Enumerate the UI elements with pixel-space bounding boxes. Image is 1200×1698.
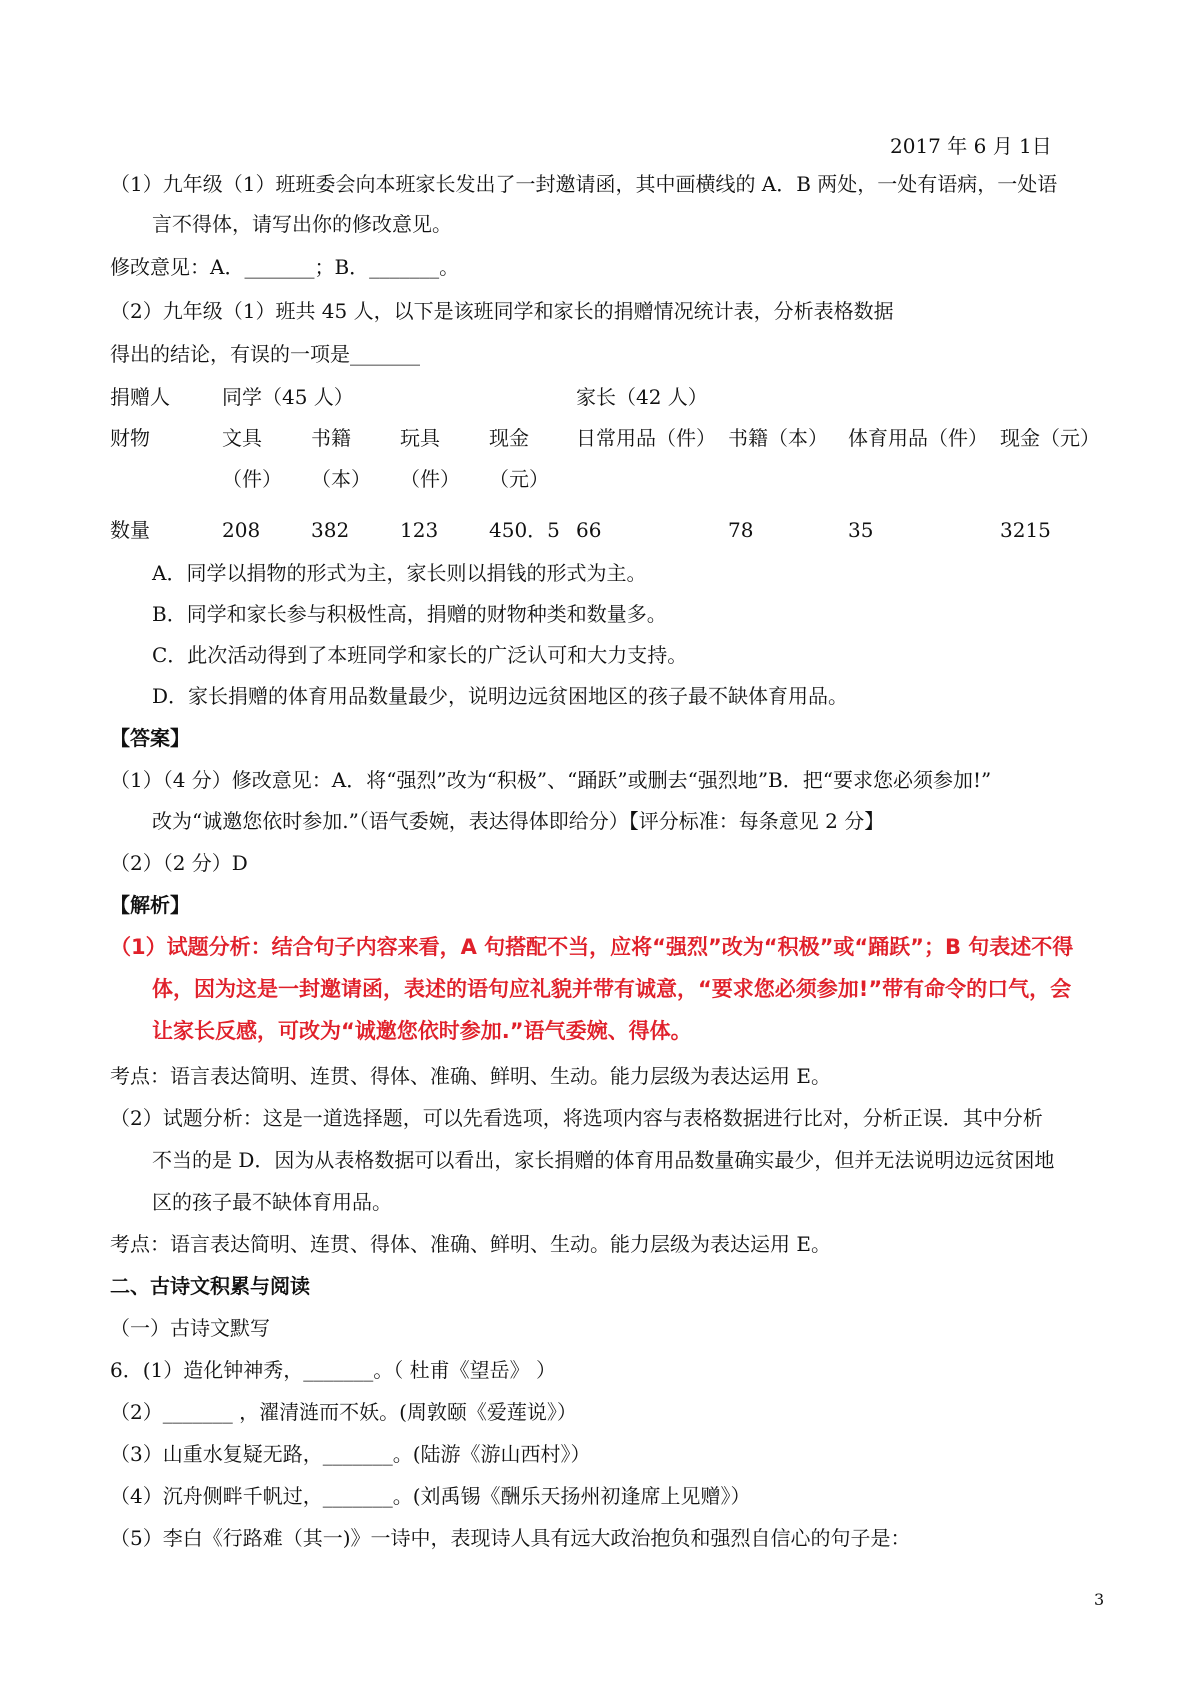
table-col-stationery: 文具 <box>222 426 262 450</box>
table-col-daily-goods: 日常用品（件） <box>576 426 716 450</box>
q2-line-2: 得出的结论，有误的一项是_______ <box>110 342 420 366</box>
table-col-books: 书籍 <box>311 426 351 450</box>
table-header-parents: 家长（42 人） <box>576 385 708 409</box>
answer-2: （2）（2 分）D <box>110 851 248 875</box>
q6-item-2: （2）_______ ，濯清涟而不妖。(周敦颐《爱莲说》） <box>110 1400 577 1424</box>
table-col-sports-goods: 体育用品（件） <box>848 426 988 450</box>
q1-line-2: 言不得体，请写出你的修改意见。 <box>152 212 452 236</box>
q1-line-1: （1）九年级（1）班班委会向本班家长发出了一封邀请函，其中画横线的 A．B 两处，一处有语病，一处语 <box>110 172 1058 196</box>
analysis-heading: 【解析】 <box>110 893 190 917</box>
table-value: 35 <box>848 518 874 542</box>
option-d: D．家长捐赠的体育用品数量最少，说明边远贫困地区的孩子最不缺体育用品。 <box>152 684 849 708</box>
q6-item-4: （4）沉舟侧畔千帆过，_______。(刘禹锡《酬乐天扬州初逢席上见赠》） <box>110 1484 751 1508</box>
answer-1-line-1: （1）（4 分）修改意见：A．将“强烈”改为“积极”、“踊跃”或删去“强烈地”B．把“要求您必须参加!” <box>110 768 992 792</box>
table-header-students: 同学（45 人） <box>222 385 354 409</box>
key-point-1: 考点：语言表达简明、连贯、得体、准确、鲜明、生动。能力层级为表达运用 E。 <box>110 1064 831 1088</box>
analysis-1-line-1: （1）试题分析：结合句子内容来看，A 句搭配不当，应将“强烈”改为“积极”或“踊跃”；B 句表述不得 <box>110 935 1074 959</box>
analysis-1-line-2: 体，因为这是一封邀请函，表述的语句应礼貌并带有诚意，“要求您必须参加!”带有命令的口气，会 <box>152 977 1072 1001</box>
table-label-quantity: 数量 <box>110 518 150 542</box>
q6-item-3: （3）山重水复疑无路，_______。(陆游《游山西村》） <box>110 1442 591 1466</box>
page-number: 3 <box>1094 1590 1105 1609</box>
table-unit-pieces: （件） <box>222 467 282 491</box>
option-c: C．此次活动得到了本班同学和家长的广泛认可和大力支持。 <box>152 643 688 667</box>
analysis-2-line-1: （2）试题分析：这是一道选择题，可以先看选项，将选项内容与表格数据进行比对，分析正误．其中分析 <box>110 1106 1043 1130</box>
key-point-2: 考点：语言表达简明、连贯、得体、准确、鲜明、生动。能力层级为表达运用 E。 <box>110 1232 831 1256</box>
table-value: 450．5 <box>489 518 560 542</box>
table-value: 78 <box>728 518 754 542</box>
table-unit-volumes: （本） <box>311 467 371 491</box>
table-unit-pieces-2: （件） <box>400 467 460 491</box>
table-col-cash: 现金 <box>489 426 529 450</box>
table-value: 382 <box>311 518 350 542</box>
table-label-items: 财物 <box>110 426 150 450</box>
section-2-title: 二、古诗文积累与阅读 <box>110 1274 310 1298</box>
table-value: 66 <box>576 518 602 542</box>
answer-1-line-2: 改为“诚邀您依时参加.”（语气委婉，表达得体即给分）【评分标准：每条意见 2 分】 <box>152 809 885 833</box>
table-col-toys: 玩具 <box>400 426 440 450</box>
answer-heading: 【答案】 <box>110 726 190 750</box>
q6-item-1: 6．(1）造化钟神秀，_______。（ 杜甫《望岳》 ） <box>110 1358 556 1382</box>
table-value: 3215 <box>1000 518 1051 542</box>
table-unit-yuan: （元） <box>489 467 549 491</box>
analysis-2-line-3: 区的孩子最不缺体育用品。 <box>152 1190 392 1214</box>
letter-date: 2017 年 6 月 1日 <box>890 134 1052 158</box>
analysis-1-line-3: 让家长反感，可改为“诚邀您依时参加.”语气委婉、得体。 <box>152 1019 692 1043</box>
option-a: A．同学以捐物的形式为主，家长则以捐钱的形式为主。 <box>152 561 647 585</box>
table-label-donor: 捐赠人 <box>110 385 170 409</box>
option-b: B．同学和家长参与积极性高，捐赠的财物种类和数量多。 <box>152 602 667 626</box>
q1-revision-blanks: 修改意见：A．_______；B．_______。 <box>110 255 460 279</box>
analysis-2-line-2: 不当的是 D．因为从表格数据可以看出，家长捐赠的体育用品数量确实最少，但并无法说明边远贫困地 <box>152 1148 1055 1172</box>
table-value: 208 <box>222 518 261 542</box>
q6-item-5: （5）李白《行路难（其一)》一诗中，表现诗人具有远大政治抱负和强烈自信心的句子是： <box>110 1526 911 1550</box>
q2-line-1: （2）九年级（1）班共 45 人，以下是该班同学和家长的捐赠情况统计表，分析表格数据 <box>110 299 894 323</box>
table-col-parent-cash: 现金（元） <box>1000 426 1100 450</box>
table-value: 123 <box>400 518 439 542</box>
section-2-subtitle: （一）古诗文默写 <box>110 1316 270 1340</box>
table-col-parent-books: 书籍（本） <box>728 426 828 450</box>
